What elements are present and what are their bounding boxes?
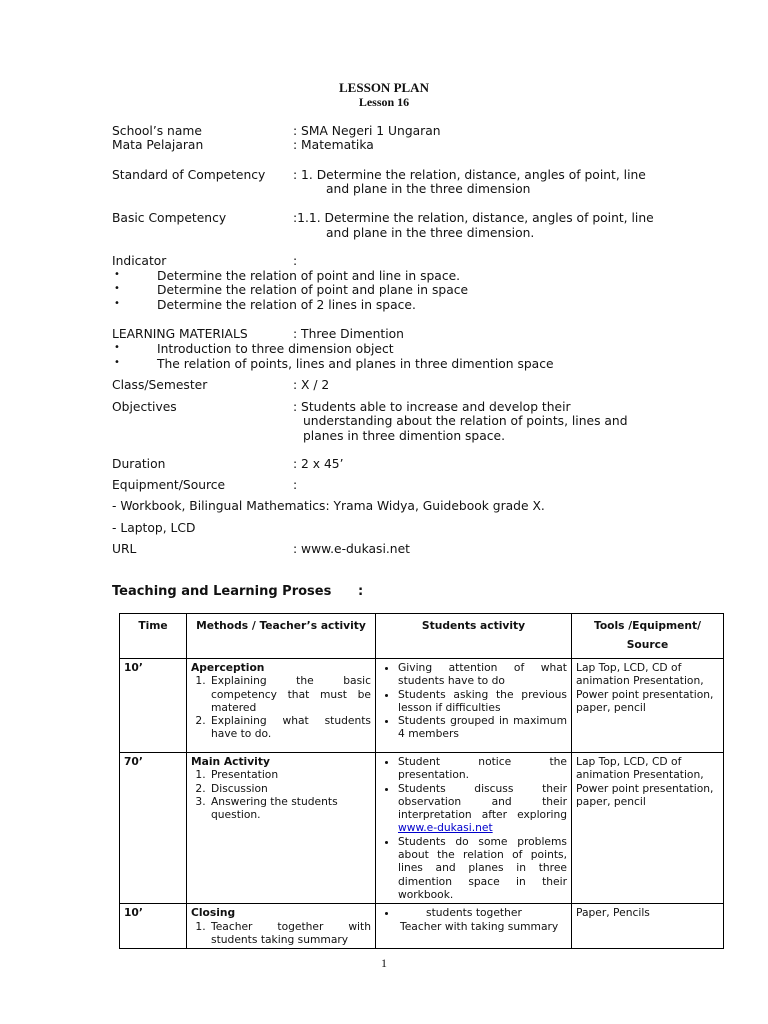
col-header-tools	[572, 614, 724, 659]
standard-value-line1: : 1. Determine the relation, distance, angles of point, line	[293, 168, 646, 182]
time-cell: 70’	[120, 753, 187, 904]
bullet-icon: •	[114, 283, 120, 294]
school-label: School’s name	[112, 124, 202, 138]
teaching-table	[119, 613, 724, 949]
student-activity: • Students grouped in maximum 4 members	[398, 714, 567, 741]
objectives-line3: planes in three dimention space.	[303, 429, 505, 443]
lesson-number: Lesson 16	[358, 95, 410, 109]
method-item: 2. Discussion	[209, 782, 371, 795]
table-header-row	[120, 614, 724, 659]
page-number: 1	[381, 956, 387, 970]
bullet-icon: •	[114, 298, 120, 309]
indicator-item: Determine the relation of 2 lines in space.	[157, 298, 416, 312]
indicator-label: Indicator	[112, 254, 167, 268]
time-cell: 10’	[120, 659, 187, 753]
methods-cell	[187, 753, 376, 904]
class-label: Class/Semester	[112, 378, 208, 392]
method-item: 1. Presentation	[209, 768, 371, 781]
page-title: LESSON PLAN	[339, 80, 429, 95]
objectives-label: Objectives	[112, 400, 177, 414]
student-activity-text: students together	[426, 906, 522, 920]
url-label: URL	[112, 542, 137, 556]
student-activity	[398, 906, 567, 919]
method-title: Main Activity	[191, 755, 270, 768]
objectives-line2: understanding about the relation of points, lines and	[303, 414, 628, 428]
bullet-icon: •	[114, 357, 120, 368]
student-activity: • Students asking the previous lesson if difficulties	[398, 688, 567, 715]
student-activity	[398, 782, 567, 835]
standard-label: Standard of Competency	[112, 168, 266, 182]
basic-value-line2: and plane in the three dimension.	[326, 226, 535, 240]
class-value: : X / 2	[293, 378, 330, 392]
teaching-heading: Teaching and Learning Proses	[112, 584, 332, 599]
method-item: 2. Explaining what students have to do.	[209, 714, 371, 741]
teaching-heading-colon: :	[358, 584, 364, 599]
duration-value: : 2 x 45’	[293, 457, 344, 471]
bullet-icon: •	[114, 269, 120, 280]
objectives-line1: : Students able to increase and develop their	[293, 400, 571, 414]
time-cell: 10’	[120, 904, 187, 949]
url-value: : www.e-dukasi.net	[293, 542, 410, 556]
indicator-colon: :	[293, 254, 298, 268]
methods-cell	[187, 904, 376, 949]
tools-cell: Lap Top, LCD, CD of animation Presentation, Power point presentation, paper, pencil	[572, 753, 724, 904]
method-title: Aperception	[191, 661, 265, 674]
students-cell	[376, 659, 572, 753]
col-header-tools-line2: Source	[626, 638, 669, 652]
col-header-time: Time	[120, 614, 187, 659]
tools-cell: Lap Top, LCD, CD of animation Presentation, Power point presentation, paper, pencil	[572, 659, 724, 753]
table-row	[120, 659, 724, 753]
subject-value: : Matematika	[293, 138, 374, 152]
material-item: Introduction to three dimension object	[157, 342, 394, 356]
methods-cell	[187, 659, 376, 753]
bullet-icon: •	[114, 342, 120, 353]
basic-value-line1: :1.1. Determine the relation, distance, angles of point, line	[293, 211, 654, 225]
standard-value-line2: and plane in the three dimension	[326, 182, 531, 196]
student-activity: • Giving attention of what students have to do	[398, 661, 567, 688]
equipment-item: - Laptop, LCD	[112, 521, 196, 535]
method-item: 3. Answering the students question.	[209, 795, 371, 822]
students-cell	[376, 904, 572, 949]
tools-cell: Paper, Pencils	[572, 904, 724, 949]
equipment-label: Equipment/Source	[112, 478, 226, 492]
table-row	[120, 904, 724, 949]
equipment-colon: :	[293, 478, 298, 492]
indicator-item: Determine the relation of point and plane in space	[157, 283, 469, 297]
school-value: : SMA Negeri 1 Ungaran	[293, 124, 441, 138]
basic-label: Basic Competency	[112, 211, 227, 225]
materials-value: : Three Dimention	[293, 327, 404, 341]
equipment-item: - Workbook, Bilingual Mathematics: Yrama Widya, Guidebook grade X.	[112, 499, 545, 513]
students-cell	[376, 753, 572, 904]
material-item: The relation of points, lines and planes in three dimention space	[157, 357, 554, 371]
col-header-methods: Methods / Teacher’s activity	[187, 614, 376, 659]
col-header-students: Students activity	[376, 614, 572, 659]
method-title: Closing	[191, 906, 236, 920]
duration-label: Duration	[112, 457, 166, 471]
table-row	[120, 753, 724, 904]
method-item: 1. Teacher together with students taking summary	[209, 920, 371, 947]
method-item: 1. Explaining the basic competency that must be matered	[209, 674, 371, 714]
student-activity: • Students do some problems about the relation of points, lines and planes in three dimention space in their workbook.	[398, 835, 567, 901]
student-activity: • Student notice the presentation.	[398, 755, 567, 782]
student-activity-continued: Teacher with taking summary	[400, 919, 559, 933]
subject-label: Mata Pelajaran	[112, 138, 204, 152]
indicator-item: Determine the relation of point and line in space.	[157, 269, 461, 283]
e-dukasi-link[interactable]: www.e-dukasi.net	[398, 821, 493, 835]
materials-label: LEARNING MATERIALS	[112, 327, 248, 341]
student-activity-text: Students discuss their observation and their interpretation after exploring	[398, 781, 567, 822]
col-header-tools-line1: Tools /Equipment/	[593, 619, 702, 632]
